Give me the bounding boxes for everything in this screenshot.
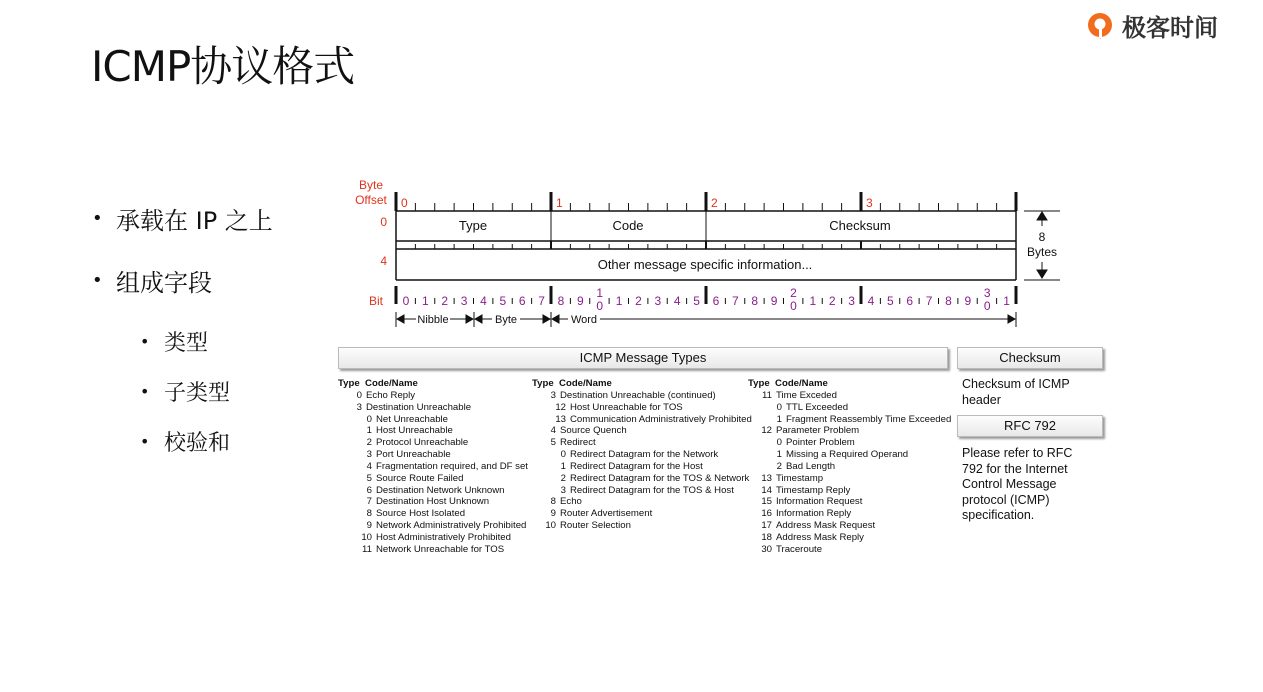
header-type: Type xyxy=(532,378,554,389)
bit-numbers xyxy=(396,286,1016,313)
field-checksum: Checksum xyxy=(829,218,891,233)
page-title: ICMP协议格式 xyxy=(91,42,355,91)
type-number: 3 xyxy=(356,401,362,413)
type-name: Protocol Unreachable xyxy=(376,437,469,449)
type-name: Fragment Reassembly Time Exceeded xyxy=(786,413,952,425)
type-name: Source Host Isolated xyxy=(376,508,466,520)
bullet-item: • 组成字段 xyxy=(92,265,273,295)
message-type-row xyxy=(338,425,528,437)
rfc-text-line: Control Message xyxy=(962,477,1057,491)
type-name: Fragmentation required, and DF set xyxy=(376,460,528,472)
bit-number: 1 xyxy=(596,286,604,300)
byte-offset-label-2: Offset xyxy=(355,193,387,207)
bit-number: 7 xyxy=(732,294,739,308)
message-type-row xyxy=(338,485,528,497)
byte-mark: 1 xyxy=(556,196,563,210)
byte-mark: 0 xyxy=(401,196,408,210)
type-name: Time Exceded xyxy=(776,389,837,401)
type-number: 8 xyxy=(366,508,372,520)
header-type: Type xyxy=(338,378,360,389)
type-number: 12 xyxy=(761,425,772,437)
row-offset-4: 4 xyxy=(380,254,387,268)
message-type-row xyxy=(338,520,528,532)
message-type-row xyxy=(532,485,752,497)
type-number: 12 xyxy=(555,401,566,413)
bit-number: 1 xyxy=(809,294,817,308)
type-number: 13 xyxy=(761,472,772,484)
type-name: Missing a Required Operand xyxy=(786,449,909,461)
message-types-title: ICMP Message Types xyxy=(338,347,948,369)
type-name: Router Advertisement xyxy=(560,508,653,520)
message-type-row xyxy=(532,402,752,414)
bit-number: 0 xyxy=(983,299,991,313)
bit-number: 3 xyxy=(654,294,662,308)
message-type-row xyxy=(748,473,951,485)
type-number: 3 xyxy=(366,449,372,461)
message-type-row xyxy=(338,390,528,402)
checksum-title: Checksum xyxy=(957,347,1103,369)
type-number: 17 xyxy=(761,520,772,532)
message-type-row xyxy=(748,532,951,544)
message-type-row xyxy=(532,414,752,426)
type-name: Traceroute xyxy=(776,543,823,555)
type-name: Parameter Problem xyxy=(776,425,860,437)
bit-number: 6 xyxy=(906,294,914,308)
byte-offset-label-1: Byte xyxy=(358,178,384,192)
type-number: 16 xyxy=(761,508,772,520)
bit-number: 1 xyxy=(422,294,429,308)
message-type-row xyxy=(748,544,951,556)
type-number: 14 xyxy=(761,484,772,496)
type-number: 4 xyxy=(550,425,556,437)
checksum-text-line: header xyxy=(962,392,1001,407)
message-type-row xyxy=(748,461,951,473)
bit-number: 9 xyxy=(964,294,972,308)
type-number: 3 xyxy=(550,389,556,401)
type-name: Echo Reply xyxy=(366,389,416,401)
type-number: 9 xyxy=(366,520,372,532)
message-type-row xyxy=(532,449,752,461)
type-number: 10 xyxy=(361,531,372,543)
type-name: Router Selection xyxy=(560,520,631,532)
header-code: Code/Name xyxy=(365,378,418,389)
bit-number: 6 xyxy=(518,294,526,308)
type-name: Host Unreachable xyxy=(376,425,453,437)
type-name: Destination Unreachable xyxy=(366,401,472,413)
message-type-row xyxy=(338,532,528,544)
message-type-row xyxy=(748,508,951,520)
type-name: Redirect Datagram for the TOS & Network xyxy=(570,472,750,484)
type-number: 0 xyxy=(776,401,782,413)
checksum-text-line: Checksum of ICMP xyxy=(962,377,1070,391)
message-types-col-1 xyxy=(338,378,528,556)
header-type: Type xyxy=(748,378,770,389)
type-number: 2 xyxy=(366,437,372,449)
type-name: Pointer Problem xyxy=(786,437,855,449)
message-type-row xyxy=(338,473,528,485)
type-name: Host Administratively Prohibited xyxy=(376,531,511,543)
bit-number: 8 xyxy=(945,294,952,308)
type-number: 1 xyxy=(366,425,372,437)
message-type-row xyxy=(748,520,951,532)
sub-bullet-text: 校验和 xyxy=(164,430,231,456)
brand-name: 极客时间 xyxy=(1122,14,1218,42)
size-label-number: 8 xyxy=(1038,230,1046,244)
sub-bullet-text: 子类型 xyxy=(164,380,231,406)
type-number: 8 xyxy=(550,496,556,508)
type-name: Communication Administratively Prohibited xyxy=(570,413,752,425)
header-code: Code/Name xyxy=(775,378,828,389)
type-number: 0 xyxy=(776,437,782,449)
type-name: Source Quench xyxy=(560,425,627,437)
type-name: Redirect Datagram for the Host xyxy=(570,460,703,472)
type-number: 5 xyxy=(550,437,556,449)
type-name: Destination Host Unknown xyxy=(376,496,490,508)
type-number: 2 xyxy=(560,472,566,484)
type-number: 0 xyxy=(356,389,362,401)
field-other-info: Other message specific information... xyxy=(597,257,813,272)
type-number: 3 xyxy=(560,484,566,496)
type-number: 2 xyxy=(776,460,782,472)
type-number: 7 xyxy=(366,496,372,508)
type-name: Address Mask Request xyxy=(776,520,876,532)
message-type-row xyxy=(338,544,528,556)
type-name: Destination Unreachable (continued) xyxy=(560,389,716,401)
message-type-row xyxy=(532,520,752,532)
type-number: 15 xyxy=(761,496,772,508)
bit-number: 2 xyxy=(635,294,642,308)
message-type-row xyxy=(338,402,528,414)
scale-bar xyxy=(396,312,1016,327)
scale-word: Word xyxy=(570,314,598,326)
message-type-row xyxy=(748,414,951,426)
type-number: 5 xyxy=(366,472,372,484)
bit-number: 2 xyxy=(441,294,449,308)
message-type-row xyxy=(748,449,951,461)
type-number: 6 xyxy=(366,484,372,496)
bit-number: 8 xyxy=(557,294,565,308)
type-name: Network Administratively Prohibited xyxy=(376,520,527,532)
type-name: Port Unreachable xyxy=(376,449,451,461)
bit-number: 2 xyxy=(828,294,836,308)
bit-number: 8 xyxy=(751,294,759,308)
byte-mark: 2 xyxy=(711,196,718,210)
message-type-row xyxy=(532,496,752,508)
bit-number: 7 xyxy=(925,294,933,308)
header-code: Code/Name xyxy=(559,378,612,389)
rfc-text-line: protocol (ICMP) xyxy=(962,492,1050,507)
bit-number: 9 xyxy=(770,294,778,308)
message-type-row xyxy=(748,390,951,402)
bit-number: 0 xyxy=(596,299,604,313)
type-number: 11 xyxy=(362,543,372,555)
type-name: Redirect Datagram for the TOS & Host xyxy=(570,484,734,496)
type-number: 1 xyxy=(776,449,782,461)
bit-number: 7 xyxy=(538,294,545,308)
type-number: 11 xyxy=(762,389,772,401)
bit-number: 1 xyxy=(1003,294,1010,308)
bit-number: 1 xyxy=(615,294,623,308)
message-type-row xyxy=(748,425,951,437)
type-number: 4 xyxy=(366,460,372,472)
message-type-row xyxy=(532,461,752,473)
bit-number: 5 xyxy=(887,294,894,308)
type-name: Net Unreachable xyxy=(376,413,448,425)
type-number: 18 xyxy=(761,531,772,543)
field-code: Code xyxy=(612,218,644,233)
message-type-row xyxy=(532,390,752,402)
bit-number: 6 xyxy=(712,294,720,308)
rfc-description xyxy=(962,446,1072,524)
middle-bit-ruler xyxy=(415,241,996,249)
message-type-row xyxy=(748,496,951,508)
size-label-unit: Bytes xyxy=(1026,245,1058,259)
message-type-row xyxy=(748,402,951,414)
message-type-row xyxy=(338,437,528,449)
type-name: Network Unreachable for TOS xyxy=(376,543,505,555)
message-types-col-3 xyxy=(748,378,951,556)
bullet-text: 组成字段 xyxy=(116,268,212,297)
scale-byte: Byte xyxy=(494,314,518,326)
type-name: Timestamp Reply xyxy=(776,484,851,496)
bit-number: 3 xyxy=(848,294,855,308)
byte-mark: 3 xyxy=(866,196,873,210)
sub-bullet-text: 类型 xyxy=(164,330,209,356)
message-type-row xyxy=(338,508,528,520)
message-type-row xyxy=(338,449,528,461)
type-number: 0 xyxy=(366,413,372,425)
type-number: 13 xyxy=(555,413,566,425)
type-name: Address Mask Reply xyxy=(776,531,864,543)
column-header xyxy=(748,378,951,390)
type-name: Source Route Failed xyxy=(376,472,464,484)
type-name: Bad Length xyxy=(786,460,836,472)
sub-bullet-item: • 子类型 xyxy=(140,377,273,405)
top-bit-ruler xyxy=(396,192,1016,211)
message-type-row xyxy=(748,437,951,449)
type-name: TTL Exceeded xyxy=(786,401,849,413)
type-name: Destination Network Unknown xyxy=(376,484,505,496)
type-number: 1 xyxy=(560,460,566,472)
sub-bullet-item: • 校验和 xyxy=(140,427,273,455)
column-header xyxy=(338,378,528,390)
rfc-text-line: Please refer to RFC xyxy=(962,446,1073,460)
field-type: Type xyxy=(458,218,488,233)
rfc-text-line: specification. xyxy=(962,508,1035,522)
bit-number: 4 xyxy=(673,294,681,308)
byte-markers xyxy=(401,196,873,210)
message-type-row xyxy=(532,437,752,449)
bit-number: 5 xyxy=(499,294,507,308)
scale-nibble: Nibble xyxy=(417,314,449,326)
row-offset-0: 0 xyxy=(380,215,387,229)
bullet-text: 承载在 IP 之上 xyxy=(116,206,273,235)
rfc-title: RFC 792 xyxy=(957,415,1103,437)
bit-number: 4 xyxy=(867,294,875,308)
bit-label: Bit xyxy=(368,294,383,308)
bit-number: 3 xyxy=(460,294,468,308)
bit-number: 2 xyxy=(790,286,797,300)
rfc-text-line: 792 for the Internet xyxy=(962,461,1068,476)
message-type-row xyxy=(338,414,528,426)
bullet-item: • 承载在 IP 之上 xyxy=(92,203,273,233)
message-type-row xyxy=(338,496,528,508)
type-number: 0 xyxy=(560,449,566,461)
bit-number: 0 xyxy=(790,299,797,313)
bit-number: 4 xyxy=(480,294,487,308)
bit-number: 3 xyxy=(983,286,991,300)
type-number: 10 xyxy=(545,520,556,532)
message-types-col-2 xyxy=(532,378,752,532)
sub-bullet-item: • 类型 xyxy=(140,327,273,355)
message-type-row xyxy=(532,508,752,520)
type-name: Information Reply xyxy=(776,508,852,520)
bit-number: 5 xyxy=(693,294,700,308)
type-name: Echo xyxy=(560,496,582,508)
type-name: Redirect xyxy=(560,437,596,449)
message-type-row xyxy=(748,485,951,497)
type-number: 30 xyxy=(761,543,772,555)
checksum-description xyxy=(962,377,1070,408)
bit-number: 9 xyxy=(577,294,584,308)
type-name: Host Unreachable for TOS xyxy=(570,401,683,413)
type-name: Timestamp xyxy=(776,472,824,484)
type-name: Information Request xyxy=(776,496,863,508)
column-header xyxy=(532,378,752,390)
message-type-row xyxy=(532,473,752,485)
type-name: Redirect Datagram for the Network xyxy=(570,449,719,461)
message-type-row xyxy=(338,461,528,473)
message-type-row xyxy=(532,425,752,437)
bit-number: 0 xyxy=(402,294,410,308)
type-number: 9 xyxy=(550,508,556,520)
type-number: 1 xyxy=(776,413,782,425)
